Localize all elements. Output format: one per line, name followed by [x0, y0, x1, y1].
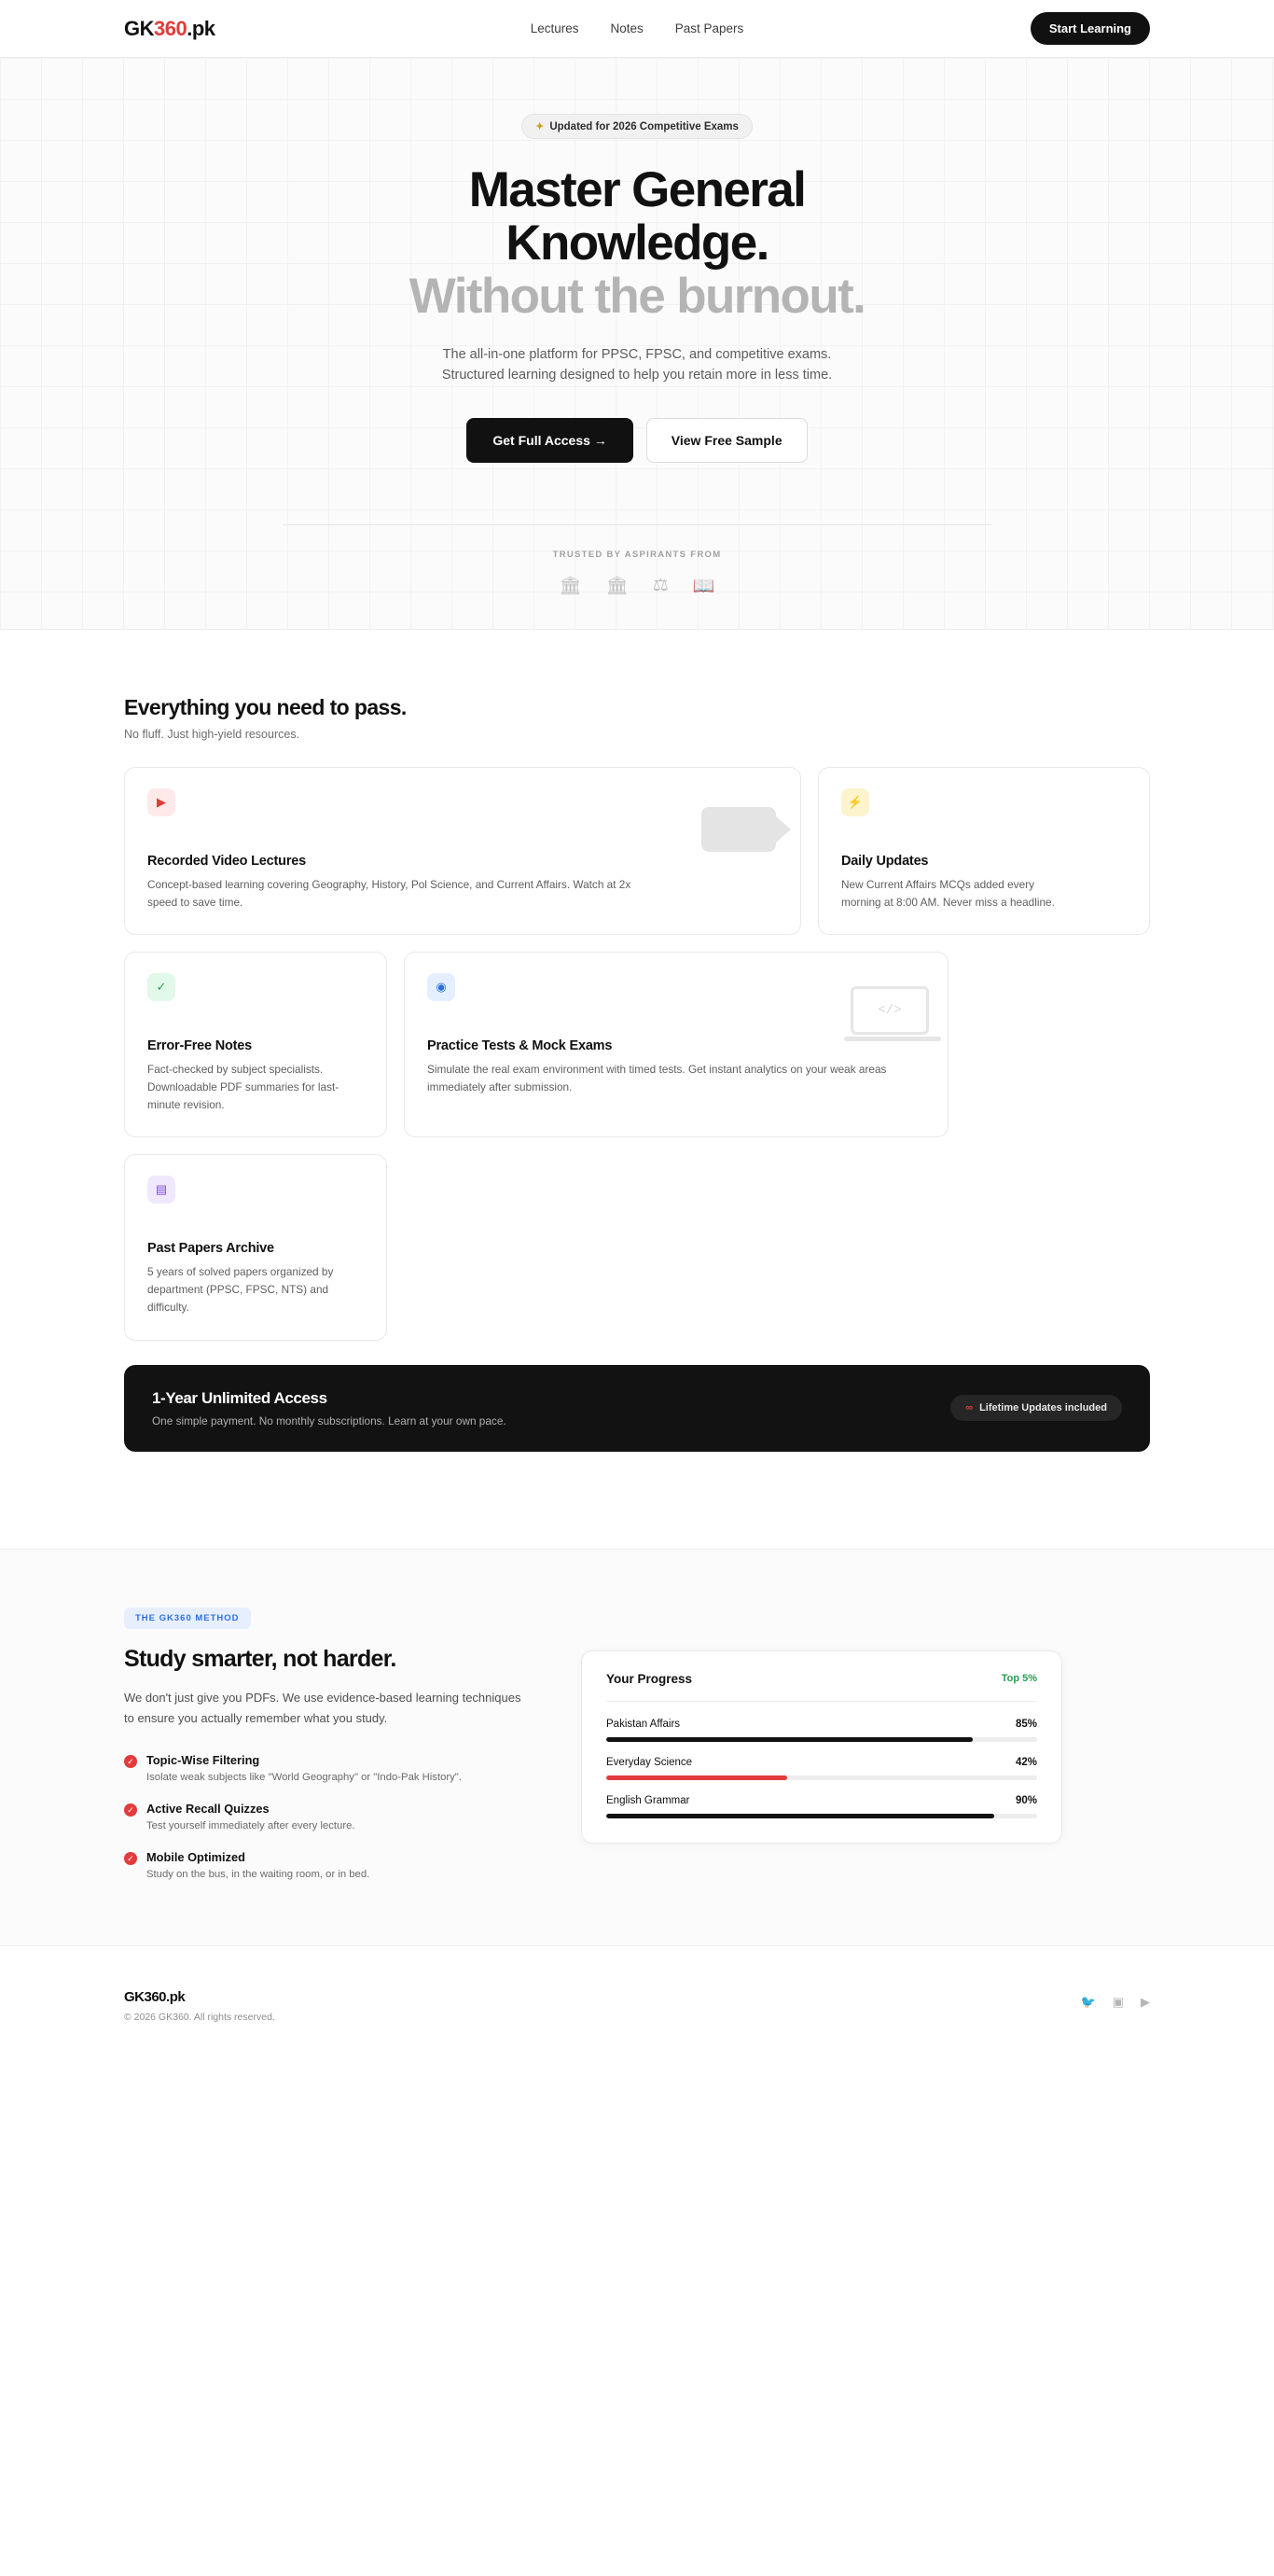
progress-bar-track	[606, 1814, 1037, 1818]
trusted-by-icons	[283, 575, 991, 597]
features-title: Everything you need to pass.	[124, 694, 407, 719]
trusted-by-label: TRUSTED BY ASPIRANTS FROM	[552, 549, 722, 560]
feature-title: Daily Updates	[841, 853, 929, 869]
feature-title: Practice Tests & Mock Exams	[427, 1037, 613, 1053]
youtube-icon[interactable]: ▶	[1141, 1995, 1150, 2010]
features-subtitle: No fluff. Just high-yield resources.	[124, 727, 300, 741]
check-circle-icon: ✓	[124, 1755, 137, 1768]
point-body: Test yourself immediately after every lecture.	[146, 1820, 355, 1832]
point-body: Study on the bus, in the waiting room, or in bed.	[146, 1869, 370, 1881]
site-logo[interactable]	[124, 17, 215, 41]
nav-links	[531, 21, 744, 35]
nav-item-lectures[interactable]: Lectures	[530, 21, 579, 35]
footer-logo[interactable]: GK360.pk	[124, 1989, 186, 2006]
feature-title: Past Papers Archive	[147, 1241, 274, 1257]
method-points	[124, 1753, 525, 1880]
feature-card-error-free-notes[interactable]	[124, 952, 387, 1137]
progress-bar-fill	[606, 1814, 994, 1818]
hero-title-line2: Knowledge.	[505, 216, 769, 272]
method-tag: THE GK360 METHOD	[124, 1608, 251, 1629]
trusted-by-section	[283, 524, 991, 597]
feature-body: Fact-checked by subject specialists. Downloadable PDF summaries for last-minute revision.	[147, 1062, 339, 1112]
point-body: Isolate weak subjects like "World Geography" or "Indo-Pak History".	[146, 1772, 462, 1784]
hero-badge-label: Updated for 2026 Competitive Exams	[549, 120, 739, 132]
top-navigation-bar	[0, 0, 1274, 58]
footer-socials	[1081, 1995, 1150, 2010]
archive-icon: ▤	[147, 1176, 175, 1204]
book-icon: 📖	[692, 576, 715, 596]
hero-title	[124, 163, 1150, 324]
video-camera-illustration	[701, 807, 776, 852]
view-free-sample-button[interactable]: View Free Sample	[646, 418, 808, 463]
features-section	[0, 630, 1274, 1489]
feature-card-grid	[124, 767, 1150, 1341]
hero-badge	[521, 114, 753, 139]
feature-title: Error-Free Notes	[147, 1037, 253, 1053]
progress-percent: 42%	[1015, 1756, 1037, 1768]
progress-row-everyday-science	[606, 1742, 1037, 1780]
lifetime-updates-badge	[950, 1395, 1122, 1421]
progress-card-title: Your Progress	[606, 1671, 693, 1686]
progress-label: Everyday Science	[606, 1756, 693, 1768]
feature-card-past-papers-archive[interactable]	[124, 1154, 387, 1340]
twitter-icon[interactable]: 🐦	[1080, 1995, 1096, 2010]
progress-rank-badge: Top 5%	[1001, 1673, 1037, 1685]
point-title: Topic-Wise Filtering	[146, 1753, 260, 1768]
point-title: Mobile Optimized	[146, 1850, 245, 1865]
progress-label: Pakistan Affairs	[606, 1718, 681, 1730]
hero-title-line1: Master General	[468, 162, 806, 217]
feature-body: New Current Affairs MCQs added every morning at 8:00 AM. Never miss a headline.	[841, 877, 1055, 909]
banner-subtitle: One simple payment. No monthly subscriptions. Learn at your own pace.	[152, 1413, 506, 1427]
method-point-mobile-optimized	[124, 1850, 525, 1880]
code-laptop-illustration: </>	[851, 986, 929, 1035]
progress-card	[581, 1650, 1062, 1844]
progress-percent: 90%	[1015, 1794, 1037, 1806]
point-title: Active Recall Quizzes	[146, 1802, 270, 1817]
sparkle-icon: ✦	[535, 121, 545, 132]
banner-pill-label: Lifetime Updates included	[979, 1402, 1107, 1414]
bank-icon: 🏛	[559, 576, 582, 596]
hero-subtitle	[124, 344, 1150, 386]
bank-icon: 🏛	[605, 576, 629, 596]
unlimited-access-banner	[124, 1365, 1150, 1452]
hero-section	[0, 58, 1274, 630]
instagram-icon[interactable]: ▣	[1112, 1995, 1124, 2010]
feature-card-practice-tests[interactable]	[404, 952, 949, 1137]
check-circle-icon: ✓	[124, 1803, 137, 1817]
play-icon: ▶	[147, 788, 175, 816]
footer-copyright: © 2026 GK360. All rights reserved.	[124, 2012, 275, 2024]
feature-body: Concept-based learning covering Geography, History, Pol Science, and Current Affairs. Watch at 2x speed to save time.	[147, 877, 631, 909]
nav-item-past-papers[interactable]: Past Papers	[674, 21, 744, 35]
logo-gk: GK	[124, 16, 154, 40]
feature-body: Simulate the real exam environment with timed tests. Get instant analytics on your weak areas immediately after submission.	[427, 1062, 887, 1093]
banner-title: 1-Year Unlimited Access	[152, 1388, 327, 1407]
infinity-icon: ∞	[965, 1402, 974, 1414]
feature-title: Recorded Video Lectures	[147, 853, 306, 869]
droplet-icon: ◉	[427, 973, 455, 1001]
method-description: We don't just give you PDFs. We use evidence-based learning techniques to ensure you actually remember what you study.	[124, 1690, 521, 1725]
bolt-icon: ⚡	[841, 788, 869, 816]
progress-row-english-grammar	[606, 1780, 1037, 1818]
hero-subtitle-line2: Structured learning designed to help you retain more in less time.	[441, 368, 833, 383]
progress-percent: 85%	[1015, 1718, 1037, 1730]
progress-label: English Grammar	[606, 1794, 690, 1806]
nav-item-notes[interactable]: Notes	[610, 21, 644, 35]
method-section	[0, 1549, 1274, 1946]
hero-actions	[124, 418, 1150, 463]
progress-row-pakistan-affairs	[606, 1702, 1037, 1742]
hero-subtitle-line1: The all-in-one platform for PPSC, FPSC, and competitive exams.	[442, 346, 832, 362]
logo-pk: .pk	[187, 16, 215, 40]
method-point-active-recall-quizzes	[124, 1802, 525, 1831]
start-learning-button[interactable]: Start Learning	[1031, 12, 1150, 45]
check-icon: ✓	[147, 973, 175, 1001]
feature-card-recorded-video-lectures[interactable]	[124, 767, 801, 935]
scales-icon: ⚖	[652, 575, 669, 595]
site-footer	[0, 1945, 1274, 2073]
feature-body: 5 years of solved papers organized by department (PPSC, FPSC, NTS) and difficulty.	[147, 1265, 334, 1315]
method-point-topic-wise-filtering	[124, 1753, 525, 1783]
hero-title-line3: Without the burnout.	[409, 269, 865, 325]
method-title: Study smarter, not harder.	[124, 1645, 396, 1672]
get-full-access-button[interactable]: Get Full Access →	[466, 418, 632, 463]
logo-360: 360	[154, 16, 187, 40]
check-circle-icon: ✓	[124, 1852, 137, 1865]
feature-card-daily-updates[interactable]	[818, 767, 1150, 935]
